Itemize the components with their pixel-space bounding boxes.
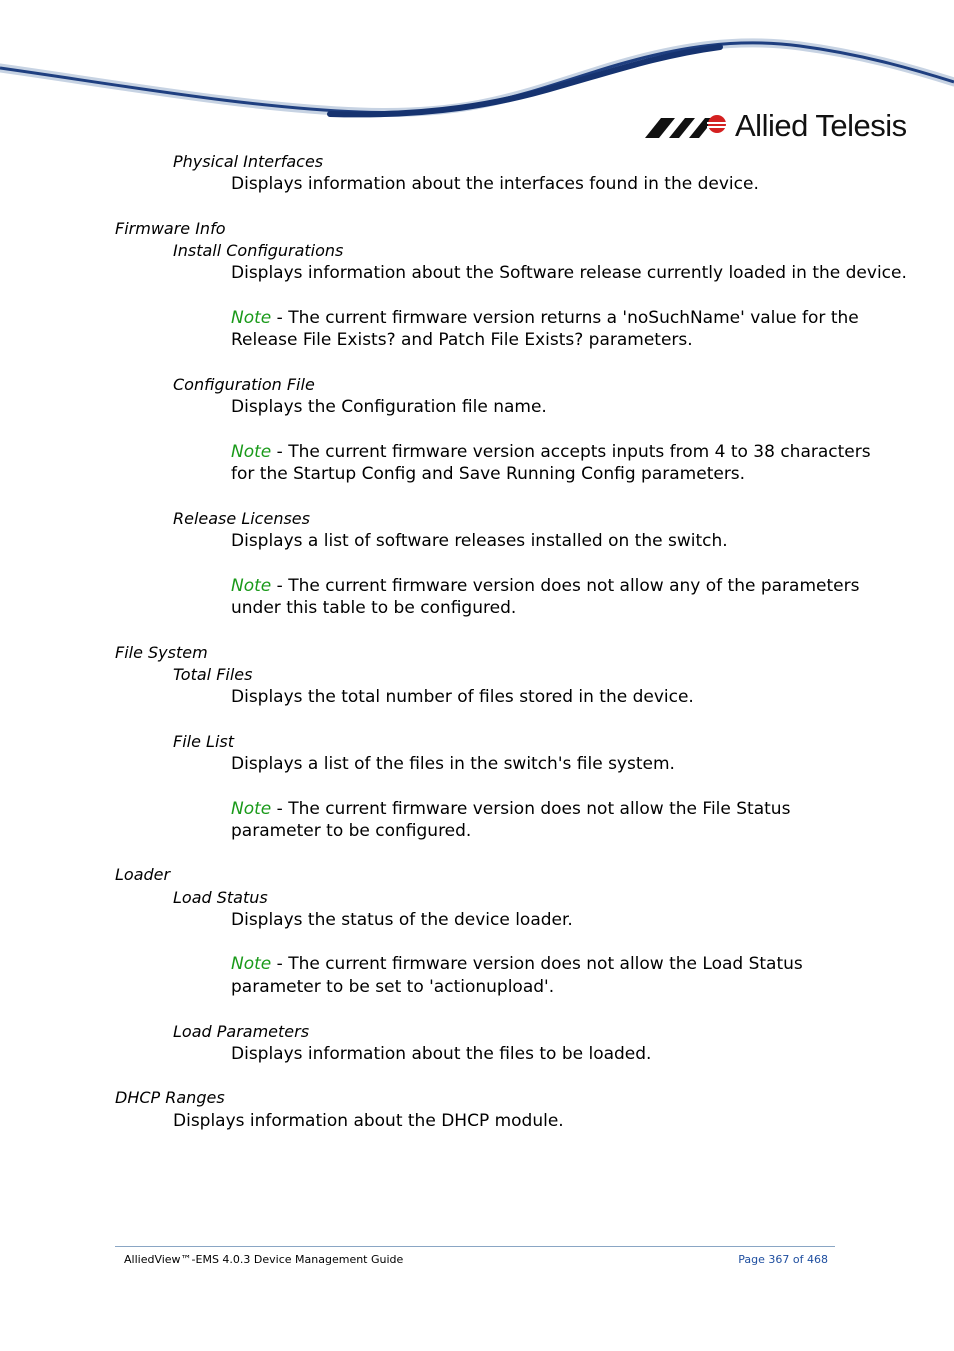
note-label: Note (231, 308, 272, 328)
note-label: Note (231, 799, 272, 819)
heading-firmware-info: Firmware Info (115, 219, 226, 238)
desc-physical-interfaces: Displays information about the interfaces found in the device. (231, 174, 759, 194)
note-file-list (231, 797, 790, 821)
heading-configuration-file: Configuration File (173, 375, 315, 394)
heading-total-files: Total Files (173, 665, 253, 684)
note-label: Note (231, 442, 272, 462)
note-release-licenses-line2: under this table to be configured. (231, 598, 517, 618)
heading-file-system: File System (115, 643, 208, 662)
heading-dhcp-ranges: DHCP Ranges (115, 1088, 225, 1107)
desc-install-configurations: Displays information about the Software release currently loaded in the device. (231, 263, 907, 283)
note-file-list-line2: parameter to be configured. (231, 821, 472, 841)
note-label: Note (231, 954, 272, 974)
footer-doc-title: AlliedView™-EMS 4.0.3 Device Management Guide (124, 1253, 404, 1266)
logo-mark-icon (645, 112, 727, 140)
note-load-status-line2: parameter to be set to 'actionupload'. (231, 977, 555, 997)
note-load-status (231, 952, 803, 976)
heading-loader: Loader (115, 865, 171, 884)
desc-file-list: Displays a list of the files in the switch's file system. (231, 754, 675, 774)
desc-dhcp-ranges: Displays information about the DHCP module. (173, 1111, 564, 1131)
heading-load-parameters: Load Parameters (173, 1022, 310, 1041)
note-text: - The current firmware version does not allow the File Status (271, 799, 791, 819)
note-text: - The current firmware version accepts inputs from 4 to 38 characters (271, 442, 871, 462)
note-text: - The current firmware version returns a 'noSuchName' value for the (271, 308, 859, 328)
desc-total-files: Displays the total number of files stored in the device. (231, 687, 694, 707)
note-text: - The current firmware version does not allow any of the parameters (271, 576, 860, 596)
heading-load-status: Load Status (173, 888, 268, 907)
desc-configuration-file: Displays the Configuration file name. (231, 397, 547, 417)
footer-page-number: Page 367 of 468 (738, 1253, 828, 1266)
heading-release-licenses: Release Licenses (173, 509, 310, 528)
note-text: - The current firmware version does not allow the Load Status (271, 954, 803, 974)
note-configuration-file-line2: for the Startup Config and Save Running Config parameters. (231, 464, 746, 484)
note-install-configurations (231, 306, 859, 330)
allied-telesis-logo (645, 106, 907, 146)
note-install-configurations-line2: Release File Exists? and Patch File Exists? parameters. (231, 330, 693, 350)
desc-load-parameters: Displays information about the files to be loaded. (231, 1044, 652, 1064)
note-release-licenses (231, 574, 859, 598)
footer-divider (115, 1246, 835, 1247)
logo-text: Allied Telesis (735, 108, 907, 143)
heading-install-configurations: Install Configurations (173, 241, 344, 260)
desc-load-status: Displays the status of the device loader. (231, 910, 573, 930)
heading-file-list: File List (173, 732, 234, 751)
heading-physical-interfaces: Physical Interfaces (173, 152, 324, 171)
note-configuration-file (231, 440, 871, 464)
note-label: Note (231, 576, 272, 596)
desc-release-licenses: Displays a list of software releases installed on the switch. (231, 531, 728, 551)
